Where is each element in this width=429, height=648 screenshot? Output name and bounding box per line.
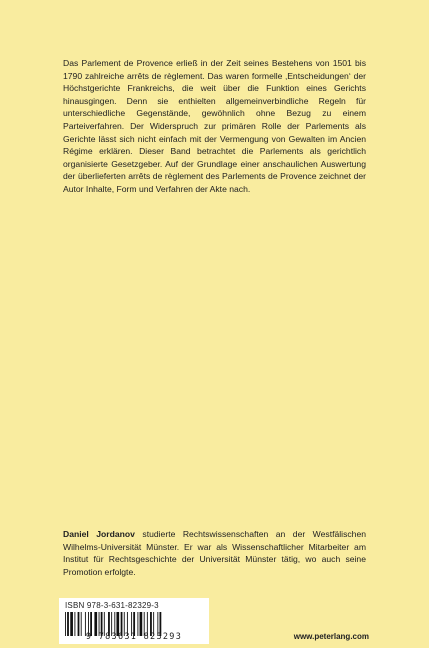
publisher-url[interactable]: www.peterlang.com bbox=[293, 632, 369, 641]
author-name: Daniel Jordanov bbox=[63, 529, 135, 539]
author-bio-text: studierte Rechtswissenschaften an der Westfälischen Wilhelms-Universität Münster. Er war als Wissenschaftlicher Mitarbeiter am Institut für Rechtsgeschichte der Universität Münster tätig, wo auch seine Promotion erfolgte. bbox=[63, 529, 367, 577]
isbn-label: ISBN 978-3-631-82329-3 bbox=[65, 601, 159, 610]
back-cover-abstract: Das Parlement de Provence erließ in der Zeit seines Bestehens von 1501 bis 1790 zahlreiche arrêts de règlement. Das waren formelle ‚Entscheidungen‘ der Höchstgerichte Frankreichs, die weit über die Funktion eines Gerichts hinausgingen. Denn sie enthielten allgemeinverbindliche Regeln für unterschiedliche Gegenstände, gewöhnlich ohne Bezug zu einem Parteiverfahren. Der Widerspruch zur primären Rolle der Parlements als Gerichte lässt sich nicht einfach mit der Vermengung von Gewalten im Ancien Régime erklären. Dieser Band betrachtet die Parlements als gerichtlich organisierte Gesetzgeber. Auf der Grundlage einer anschaulichen Auswertung der überlieferten arrêts de règlement des Parlements de Provence zeichnet der Autor Inhalte, Form und Verfahren der Akte nach. bbox=[63, 58, 366, 194]
isbn-barcode bbox=[59, 598, 209, 644]
ean-digits: 9 783631 823293 bbox=[85, 632, 183, 642]
author-bio bbox=[63, 528, 366, 578]
